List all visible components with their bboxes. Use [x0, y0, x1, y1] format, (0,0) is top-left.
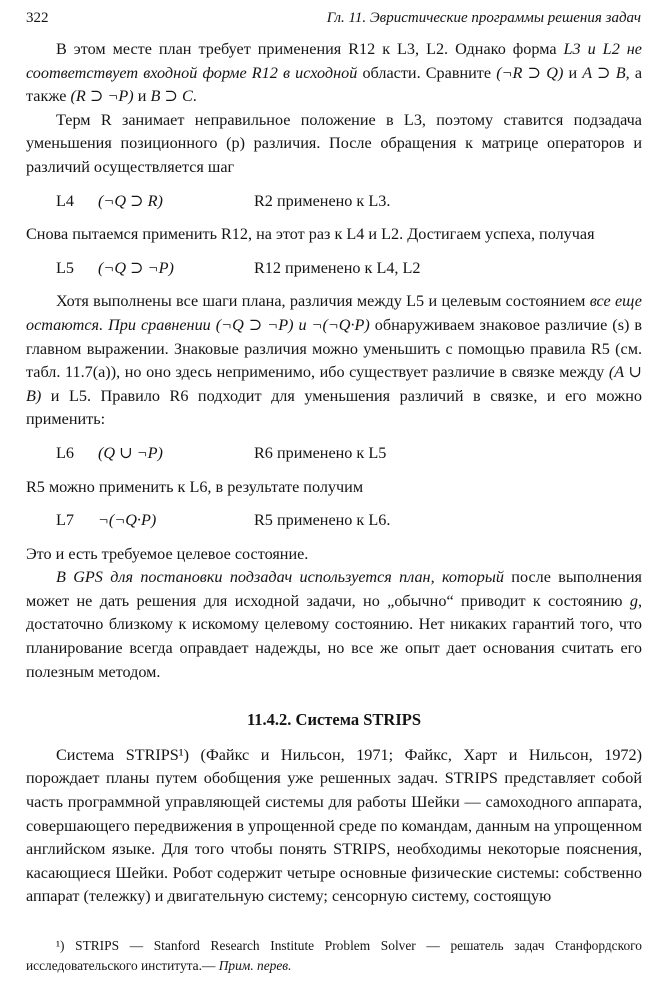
paragraph-gps-plan — [26, 566, 642, 684]
page-number: 322 — [26, 10, 49, 26]
text-run: , а также — [26, 63, 642, 106]
paragraph-strips: Система STRIPS¹) (Файкс и Нильсон, 1971; Файкс, Харт и Нильсон, 1972) порождает планы путем обобщения уже решенных задач. STRIPS представляет собой часть программной управляющей системы для работы Шейки — самоходного аппарата, совершающего передвижения в упрощенной среде по командам, данным на упрощенном английском языке. Для того чтобы понять STRIPS, необходимы некоторые пояснения, касающиеся Шейки. Робот содержит четыре основные физические системы: собственно аппарат (тележку) и двигательную систему; сенсорную систему, состоящую — [26, 745, 642, 906]
formula-inline: B ⊃ C — [150, 87, 193, 106]
step-label: L4 — [56, 191, 74, 210]
step-comment: R5 применено к L6. — [254, 511, 391, 530]
formula-inline: (¬R ⊃ Q) — [496, 63, 564, 82]
formula-inline: (A ∪ B) — [26, 363, 642, 405]
text-run-italic: L3 и L2 не соответствует входной форме R12 в исходной — [26, 40, 642, 82]
text-run-italic: В GPS для постановки подзадач используется план, который — [56, 568, 504, 587]
derivation-step-l6 — [56, 442, 642, 466]
paragraph-plan-r12 — [26, 38, 642, 109]
paragraph-apply-r5: R5 можно применить к L6, в результате получим — [26, 477, 364, 496]
footnote — [26, 936, 642, 976]
section-title: 11.4.2. Система STRIPS — [246, 710, 422, 730]
text-run: . — [192, 87, 197, 106]
paragraph-again-r12: Снова пытаемся применить R12, на этот раз к L4 и L2. Достигаем успеха, получая — [26, 225, 595, 244]
formula-inline: A ⊃ B — [582, 63, 626, 82]
text-run: ¹) STRIPS — Stanford Research Institute Problem Solver — решатель задач Станфордского исследовательского института.— — [26, 938, 642, 973]
paragraph-term-r: Терм R занимает неправильное положение в L3, поэтому ставится подзадача уменьшения позиционного (p) различия. После обращения к матрице операторов и различий осуществляется шаг — [26, 110, 642, 176]
page-body — [26, 38, 642, 909]
text-run: и — [563, 63, 583, 82]
paragraph-goal-state: Это и есть требуемое целевое состояние. — [26, 544, 309, 563]
step-label: L5 — [56, 258, 74, 277]
page-header — [26, 10, 641, 32]
text-run-italic: g — [629, 591, 638, 610]
running-head: Гл. 11. Эвристические программы решения задач — [326, 10, 641, 26]
derivation-step-l4 — [56, 190, 642, 214]
text-run: после выполнения может не дать решения для исходной задачи, но „обычно“ приводит к состоянию — [26, 568, 642, 610]
text-run: области. Сравните — [357, 63, 497, 82]
step-formula: ¬(¬Q·P) — [98, 511, 157, 530]
text-run: и L5. Правило R6 подходит для уменьшения различий в связке, и его можно применить: — [26, 386, 642, 429]
formula-inline: (R ⊃ ¬P) — [70, 87, 134, 106]
text-run: В этом месте план требует применения R12 к L3, L2. Однако форма — [56, 40, 564, 58]
step-label: L6 — [56, 443, 74, 462]
step-formula: (¬Q ⊃ ¬P) — [98, 258, 174, 277]
text-run: Хотя выполнены все шаги плана, различия между L5 и целевым состоянием — [56, 292, 590, 311]
step-formula: (Q ∪ ¬P) — [98, 443, 163, 462]
text-run: и — [133, 87, 151, 106]
text-run: обнаруживаем знаковое различие (s) в главном выражении. Знаковые различия можно уменьшить с помощью правила R5 (см. табл. 11.7(а)), но оно здесь неприменимо, ибо существует различие в связке между — [26, 315, 642, 382]
step-comment: R12 применено к L4, L2 — [254, 258, 421, 277]
step-comment: R6 применено к L5 — [254, 443, 387, 462]
step-label: L7 — [56, 511, 74, 530]
step-formula: (¬Q ⊃ R) — [98, 191, 163, 210]
text-run: , достаточно близкому к искомому целевому состоянию. Нет никаких гарантий того, что планирование всегда оправдает надежды, но все же опыт дает основания считать его полезным методом. — [26, 591, 642, 681]
derivation-step-l5 — [56, 257, 642, 281]
paragraph-differences — [26, 290, 642, 432]
derivation-step-l7 — [56, 509, 642, 533]
footnote-text — [26, 936, 642, 976]
text-run-italic: все еще остаются. При сравнении (¬Q ⊃ ¬P) и ¬(¬Q·P) — [26, 292, 642, 334]
translator-note: Прим. перев. — [218, 958, 292, 973]
step-comment: R2 применено к L3. — [254, 191, 391, 210]
